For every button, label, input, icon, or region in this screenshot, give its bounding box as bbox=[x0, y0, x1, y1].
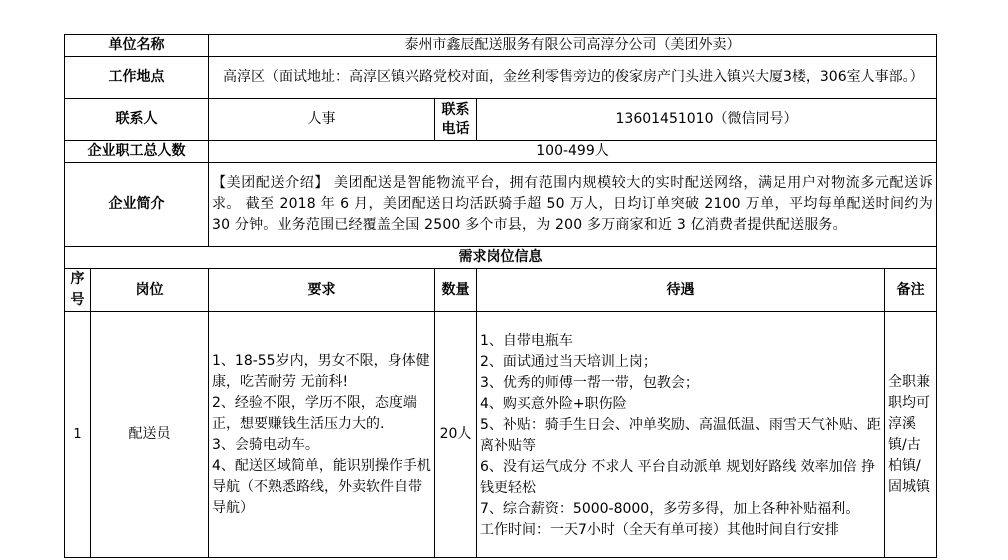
staff-row bbox=[65, 141, 937, 163]
company-name-row bbox=[65, 35, 937, 57]
intro-value: 【美团配送介绍】 美团配送是智能物流平台，拥有范围内规模较大的实时配送网络，满足用户对物流多元配送诉求。 截至 2018 年 6 月，美团配送日均活跃骑手超 50 万人，日均订单突破 2100 万单，平均每单配送时间约为 30 分钟。业务范围已经覆盖全国 2500 多个市县，为 200 多万商家和近 3 亿消费者提供配送服务。 bbox=[209, 163, 937, 247]
contact-value: 人事 bbox=[209, 99, 435, 141]
staff-value: 100-499人 bbox=[209, 141, 937, 163]
work-location-row bbox=[65, 57, 937, 99]
work-location-value: 高淳区（面试地址：高淳区镇兴路党校对面，金丝利零售旁边的俊家房产门头进入镇兴大厦3楼，306室人事部。） bbox=[209, 57, 937, 99]
phone-value: 13601451010（微信同号） bbox=[477, 99, 937, 141]
position-index: 1 bbox=[65, 312, 91, 558]
position-benefits: 1、自带电瓶车 2、面试通过当天培训上岗； 3、优秀的师傅一帮一带，包教会； 4、购买意外险+职伤险 5、补贴：骑手生日会、冲单奖励、高温低温、雨雪天气补贴、距离补贴等 6、没有运气成分 不求人 平台自动派单 规划好路线 效率加倍 挣钱更轻松 7、综合薪资：5000-8000，多劳多得，加上各种补贴福利。 工作时间：一天7小时（全天有单可接）其他时间自行安排 bbox=[477, 312, 885, 558]
company-name-value: 泰州市鑫辰配送服务有限公司高淳分公司（美团外卖） bbox=[209, 35, 937, 57]
phone-label: 联系 电话 bbox=[435, 99, 477, 141]
table-row bbox=[65, 312, 937, 558]
position-requirements: 1、18-55岁内，男女不限，身体健康，吃苦耐劳 无前科! 2、经验不限，学历不限，态度端正，想要赚钱生活压力大的. 3、会骑电动车。 4、配送区域简单，能识别操作手机导航（不熟悉路线，外卖软件自带导航） bbox=[209, 312, 435, 558]
column-header-benefits: 待遇 bbox=[477, 269, 885, 312]
intro-label: 企业简介 bbox=[65, 163, 209, 247]
position-quantity: 20人 bbox=[435, 312, 477, 558]
positions-title: 需求岗位信息 bbox=[65, 247, 937, 269]
contact-label: 联系人 bbox=[65, 99, 209, 141]
work-location-label: 工作地点 bbox=[65, 57, 209, 99]
positions-title-row bbox=[65, 247, 937, 269]
company-name-label: 单位名称 bbox=[65, 35, 209, 57]
column-header-remarks: 备注 bbox=[885, 269, 937, 312]
positions-header-row bbox=[65, 269, 937, 312]
staff-label: 企业职工总人数 bbox=[65, 141, 209, 163]
job-posting-table bbox=[64, 34, 937, 558]
column-header-requirements: 要求 bbox=[209, 269, 435, 312]
contact-row bbox=[65, 99, 937, 141]
column-header-quantity: 数量 bbox=[435, 269, 477, 312]
position-remarks: 全职兼职均可淳溪镇/古柏镇/固城镇 bbox=[885, 312, 937, 558]
position-name: 配送员 bbox=[91, 312, 209, 558]
intro-row bbox=[65, 163, 937, 247]
column-header-position: 岗位 bbox=[91, 269, 209, 312]
column-header-index: 序号 bbox=[65, 269, 91, 312]
